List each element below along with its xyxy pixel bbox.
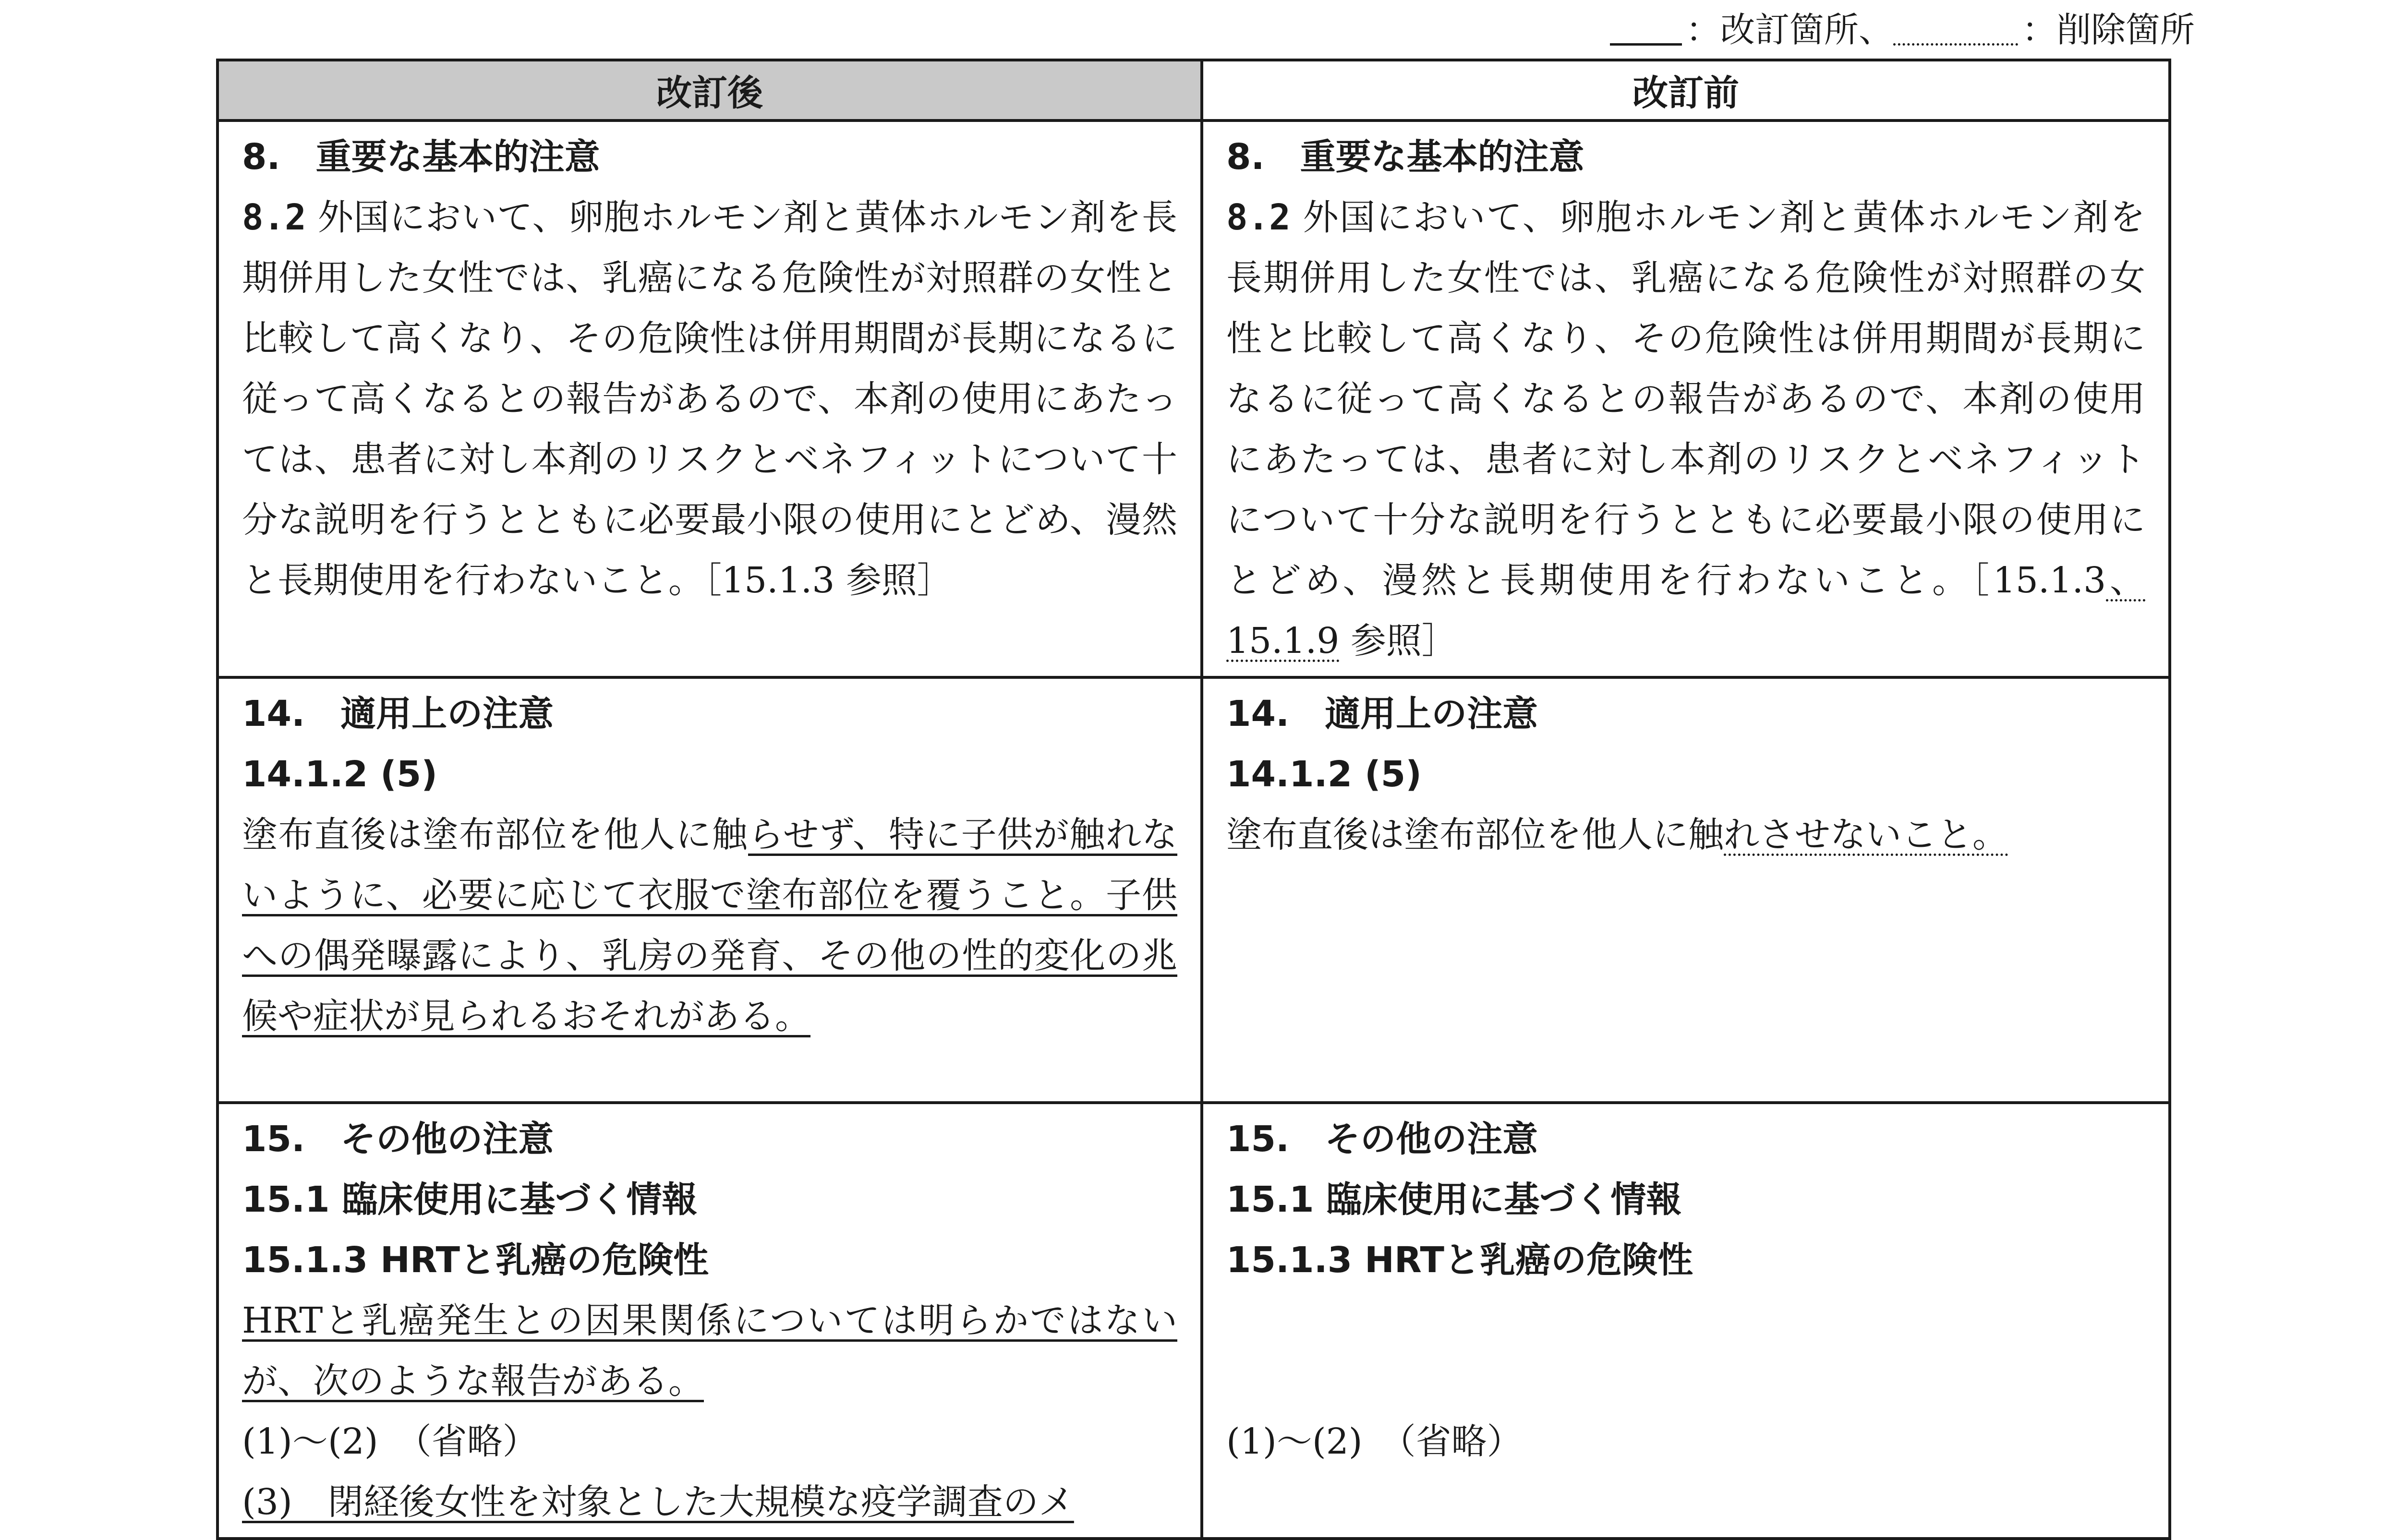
section-15-row — [218, 1103, 2170, 1539]
section-15-heading-before: 15. その他の注意 — [1226, 1119, 1538, 1160]
section-15-before-cell — [1202, 1103, 2170, 1539]
revised-underline-swatch — [1610, 14, 1682, 46]
section-8-row — [218, 120, 2170, 677]
section-8-2-after-text: 8.2 外国において、卵胞ホルモン剤と黄体ホルモン剤を長期併用した女性では、乳癌になる危険性が対照群の女性と比較して高くなり、その危険性は併用期間が長期になるに従って高くなるとの報告があるので、本剤の使用にあたっては、患者に対し本剤のリスクとベネフィットについて十分な説明を行うとともに必要最小限の使用にとどめ、漫然と長期使用を行わないこと。［15.1.3 参照］ — [242, 197, 1177, 601]
section-15-1-sub: 15.1 臨床使用に基づく情報 — [242, 1179, 698, 1220]
revised-legend-label: ：改訂箇所、 — [1685, 10, 1893, 50]
section-15-after-omitted: (1)～(2) （省略） — [242, 1421, 538, 1462]
section-14-after-text: 塗布直後は塗布部位を他人に触らせず、特に子供が触れないように、必要に応じて衣服で塗布部位を覆うこと。子供への偶発曝露により、乳房の発育、その他の性的変化の兆候や症状が見られるおそれがある。 — [242, 814, 1178, 1037]
section-14-1-2-sub: 14.1.2 (5) — [242, 754, 438, 795]
section-15-1-sub-before: 15.1 臨床使用に基づく情報 — [1226, 1179, 1682, 1220]
section-14-after-cell — [218, 677, 1202, 1103]
section-14-before-text: 塗布直後は塗布部位を他人に触れさせないこと。 — [1226, 814, 2008, 855]
deleted-dotted-swatch — [1893, 14, 2018, 46]
revised-text: らせず、特に子供が触れないように、必要に応じて衣服で塗布部位を覆うこと。子供への偶発曝露により、乳房の発育、その他の性的変化の兆候や症状が見られるおそれがある。 — [242, 814, 1178, 1037]
section-14-row — [218, 677, 2170, 1103]
section-15-after-intro — [242, 1290, 1177, 1411]
deleted-text: れさせないこと。 — [1724, 814, 2008, 855]
section-15-heading: 15. その他の注意 — [242, 1119, 554, 1160]
revised-text: (3) 閉経後女性を対象とした大規模な疫学調査のメ — [242, 1481, 1074, 1523]
section-15-after-cell — [218, 1103, 1202, 1539]
revised-text: HRTと乳癌発生との因果関係については明らかではないが、次のような報告がある。 — [242, 1300, 1177, 1402]
revision-comparison-table — [216, 59, 2171, 1540]
revision-legend — [1610, 6, 2195, 54]
section-8-after-cell — [218, 120, 1202, 677]
header-after-revision: 改訂後 — [218, 60, 1202, 120]
section-14-1-2-sub-before: 14.1.2 (5) — [1226, 754, 1422, 795]
section-14-heading: 14. 適用上の注意 — [242, 693, 554, 734]
section-15-1-3-sub-before: 15.1.3 HRTと乳癌の危険性 — [1226, 1239, 1693, 1281]
header-before-revision: 改訂前 — [1202, 60, 2170, 120]
section-15-before-omitted: (1)～(2) （省略） — [1226, 1421, 1523, 1462]
section-14-before-cell — [1202, 677, 2170, 1103]
section-8-before-cell — [1202, 120, 2170, 677]
section-15-after-item3 — [242, 1472, 1177, 1532]
deleted-reference: 、15.1.9 — [1226, 560, 2145, 662]
section-14-heading-before: 14. 適用上の注意 — [1226, 693, 1538, 734]
section-8-2-before-text: 8.2 外国において、卵胞ホルモン剤と黄体ホルモン剤を長期併用した女性では、乳癌になる危険性が対照群の女性と比較して高くなり、その危険性は併用期間が長期になるに従って高くなるとの報告があるので、本剤の使用にあたっては、患者に対し本剤のリスクとベネフィットについて十分な説明を行うとともに必要最小限の使用にとどめ、漫然と長期使用を行わないこと。［15.1.3、15.1.9 参照］ — [1226, 197, 2145, 662]
deleted-legend-label: ：削除箇所 — [2021, 10, 2195, 50]
section-8-heading-before: 8. 重要な基本的注意 — [1226, 136, 1584, 178]
section-8-heading: 8. 重要な基本的注意 — [242, 136, 600, 178]
section-15-1-3-sub: 15.1.3 HRTと乳癌の危険性 — [242, 1239, 709, 1281]
